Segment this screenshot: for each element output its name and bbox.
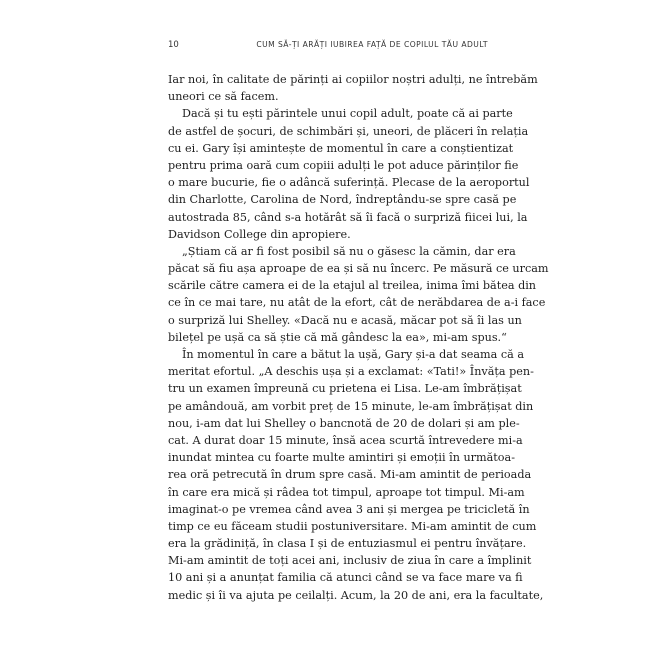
- body-text: [168, 71, 549, 604]
- running-title: CUM SĂ-ȚI ARĂȚI IUBIREA FAȚĂ DE COPILUL TĂU ADULT: [256, 40, 488, 49]
- text-line: tru un examen împreună cu prietena ei Lisa. Le-am îmbrățișat: [168, 382, 522, 396]
- paragraph: [168, 105, 530, 243]
- paragraph: [168, 346, 544, 604]
- text-line: Dacă și tu ești părintele unui copil adult, poate că ai parte: [182, 107, 513, 121]
- text-line: Davidson College din apropiere.: [168, 227, 351, 241]
- text-line: din Charlotte, Carolina de Nord, îndreptându-se spre casă pe: [168, 193, 517, 207]
- text-line: cu ei. Gary își amintește de momentul în care a conștientizat: [168, 141, 514, 155]
- text-line: o surpriză lui Shelley. «Dacă nu e acasă, măcar pot să îi las un: [168, 313, 522, 327]
- text-line: „Știam că ar fi fost posibil să nu o găsesc la cămin, dar era: [182, 244, 516, 258]
- text-line: În momentul în care a bătut la ușă, Gary și-a dat seama că a: [182, 348, 525, 361]
- page-number: 10: [168, 40, 179, 50]
- text-line: imaginat-o pe vremea când avea 3 ani și mergea pe tricicletă în: [168, 502, 530, 516]
- text-line: bilețel pe ușă ca să știe că mă gândesc la ea», mi-am spus.“: [168, 330, 507, 344]
- running-header: [168, 40, 488, 54]
- text-line: în care era mică și râdea tot timpul, aproape tot timpul. Mi-am: [168, 485, 525, 499]
- text-line: uneori ce să facem.: [168, 90, 279, 104]
- paragraph: [168, 243, 549, 346]
- paragraph: [168, 71, 538, 105]
- text-line: cat. A durat doar 15 minute, însă acea scurtă întrevedere mi-a: [168, 433, 523, 447]
- text-line: timp ce eu făceam studii postuniversitare. Mi-am amintit de cum: [168, 519, 537, 533]
- text-line: era la grădiniță, în clasa I și de entuziasmul ei pentru învățare.: [168, 537, 527, 551]
- text-line: medic și îi va ajuta pe ceilalți. Acum, la 20 de ani, era la facultate,: [168, 588, 544, 602]
- text-line: inundat mintea cu foarte multe amintiri și emoții în următoa-: [168, 451, 515, 465]
- text-line: meritat efortul. „A deschis ușa și a exclamat: «Tati!» Învăța pen-: [168, 365, 534, 379]
- text-line: o mare bucurie, fie o adâncă suferință. Plecase de la aeroportul: [168, 176, 530, 190]
- text-line: autostrada 85, când s-a hotărât să îi facă o surpriză fiicei lui, la: [168, 210, 528, 224]
- text-line: păcat să fiu așa aproape de ea și să nu încerc. Pe măsură ce urcam: [168, 262, 549, 276]
- text-line: ce în ce mai tare, nu atât de la efort, cât de nerăbdarea de a-i face: [168, 296, 546, 310]
- text-line: pentru prima oară cum copiii adulți le pot aduce părinților fie: [168, 158, 519, 172]
- text-line: de astfel de șocuri, de schimbări și, uneori, de plăceri în relația: [168, 124, 529, 138]
- text-line: Iar noi, în calitate de părinți ai copiilor noștri adulți, ne întrebăm: [168, 73, 538, 86]
- text-line: 10 ani și a anunțat familia că atunci când se va face mare va fi: [168, 571, 523, 585]
- text-line: scările către camera ei de la etajul al treilea, inima îmi bătea din: [168, 279, 537, 293]
- text-line: pe amândouă, am vorbit preț de 15 minute, le-am îmbrățișat din: [168, 399, 534, 413]
- text-line: Mi-am amintit de toți acei ani, inclusiv de ziua în care a împlinit: [168, 554, 532, 568]
- text-line: nou, i-am dat lui Shelley o bancnotă de 20 de dolari și am ple-: [168, 416, 520, 430]
- text-line: rea oră petrecută în drum spre casă. Mi-am amintit de perioada: [168, 468, 532, 482]
